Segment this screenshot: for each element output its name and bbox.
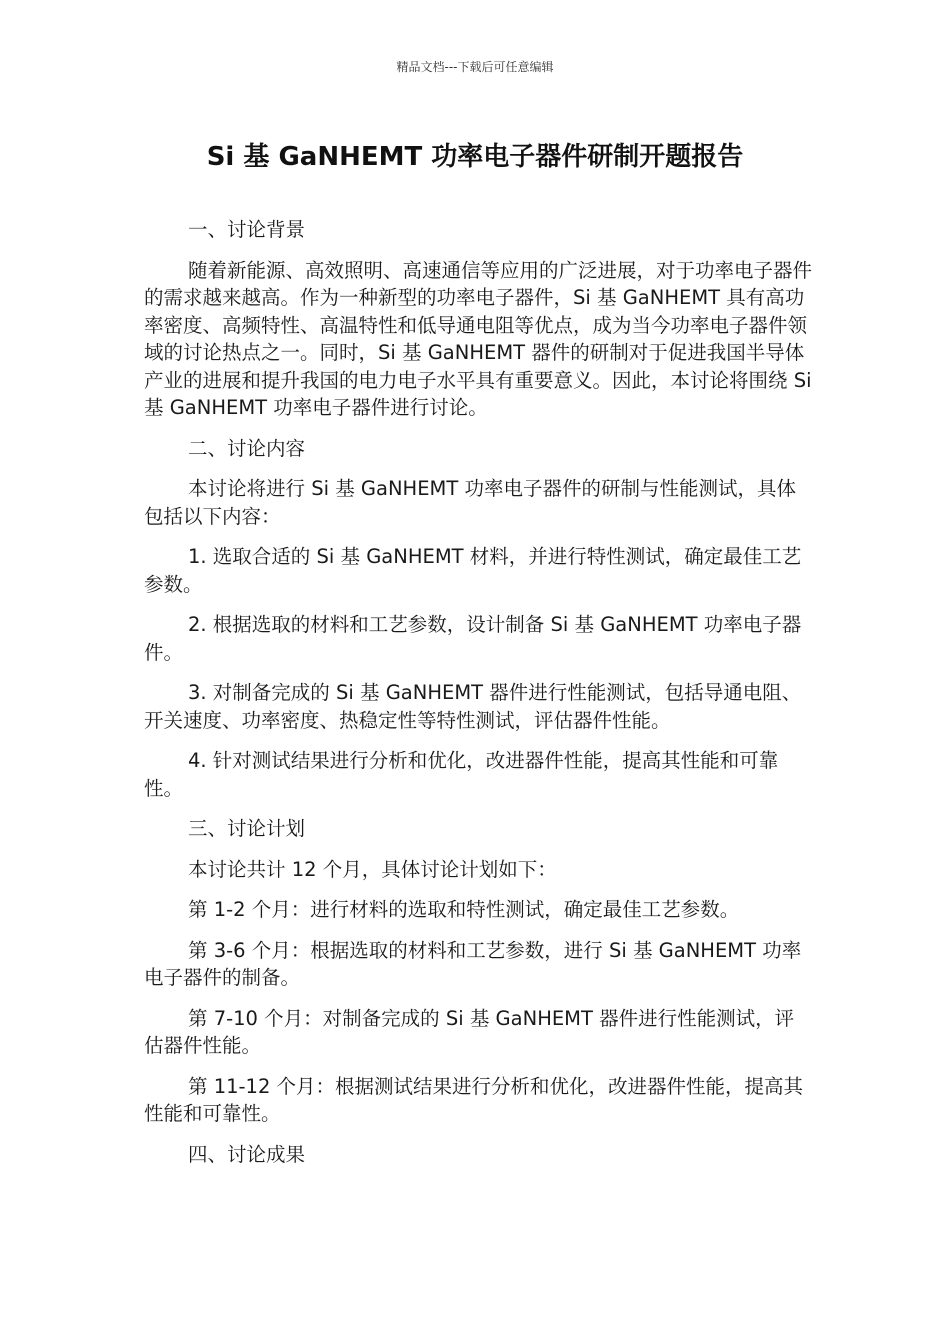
document-body	[144, 216, 812, 1181]
paragraph-plan-phase-1: 第 1-2 个月：进行材料的选取和特性测试，确定最佳工艺参数。	[188, 898, 740, 921]
paragraph-plan-intro: 本讨论共计 12 个月，具体讨论计划如下：	[188, 857, 557, 881]
paragraph-plan-phase-2: 第 3-6 个月：根据选取的材料和工艺参数，进行 Si 基 GaNHEMT 功率电子器件的制备。	[144, 938, 802, 989]
paragraph-content-item-1: 1. 选取合适的 Si 基 GaNHEMT 材料，并进行特性测试，确定最佳工艺参数。	[144, 545, 802, 596]
document-title: Si 基 GaNHEMT 功率电子器件研制开题报告	[206, 142, 744, 172]
section-heading-background: 一、讨论背景	[188, 218, 306, 241]
paragraph-plan-phase-3: 第 7-10 个月：对制备完成的 Si 基 GaNHEMT 器件进行性能测试，评估器件性能。	[144, 1006, 795, 1057]
paragraph-plan-phase-4: 第 11-12 个月：根据测试结果进行分析和优化，改进器件性能，提高其性能和可靠性。	[144, 1074, 804, 1125]
paragraph-content-item-4: 4. 针对测试结果进行分析和优化，改进器件性能，提高其性能和可靠性。	[144, 749, 779, 800]
section-heading-plan: 三、讨论计划	[188, 817, 306, 840]
section-heading-results: 四、讨论成果	[188, 1142, 306, 1166]
paragraph-content-item-2: 2. 根据选取的材料和工艺参数，设计制备 Si 基 GaNHEMT 功率电子器件。	[144, 613, 802, 664]
section-heading-content: 二、讨论内容	[188, 436, 306, 460]
paragraph-content-intro: 本讨论将进行 Si 基 GaNHEMT 功率电子器件的研制与性能测试，具体包括以下内容：	[144, 477, 796, 528]
paragraph-background: 随着新能源、高效照明、高速通信等应用的广泛进展，对于功率电子器件的需求越来越高。作为一种新型的功率电子器件，Si 基 GaNHEMT 具有高功率密度、高频特性、高温特性和低导通电阻等优点，成为当今功率电子器件领域的讨论热点之一。同时，Si 基 GaNHEMT 器件的研制对于促进我国半导体产业的进展和提升我国的电力电子水平具有重要意义。因此，本讨论将围绕 Si 基 GaNHEMT 功率电子器件进行讨论。	[144, 258, 813, 419]
page-header: 精品文档---下载后可任意编辑	[396, 60, 554, 74]
paragraph-content-item-3: 3. 对制备完成的 Si 基 GaNHEMT 器件进行性能测试，包括导通电阻、开关速度、功率密度、热稳定性等特性测试，评估器件性能。	[144, 681, 802, 732]
